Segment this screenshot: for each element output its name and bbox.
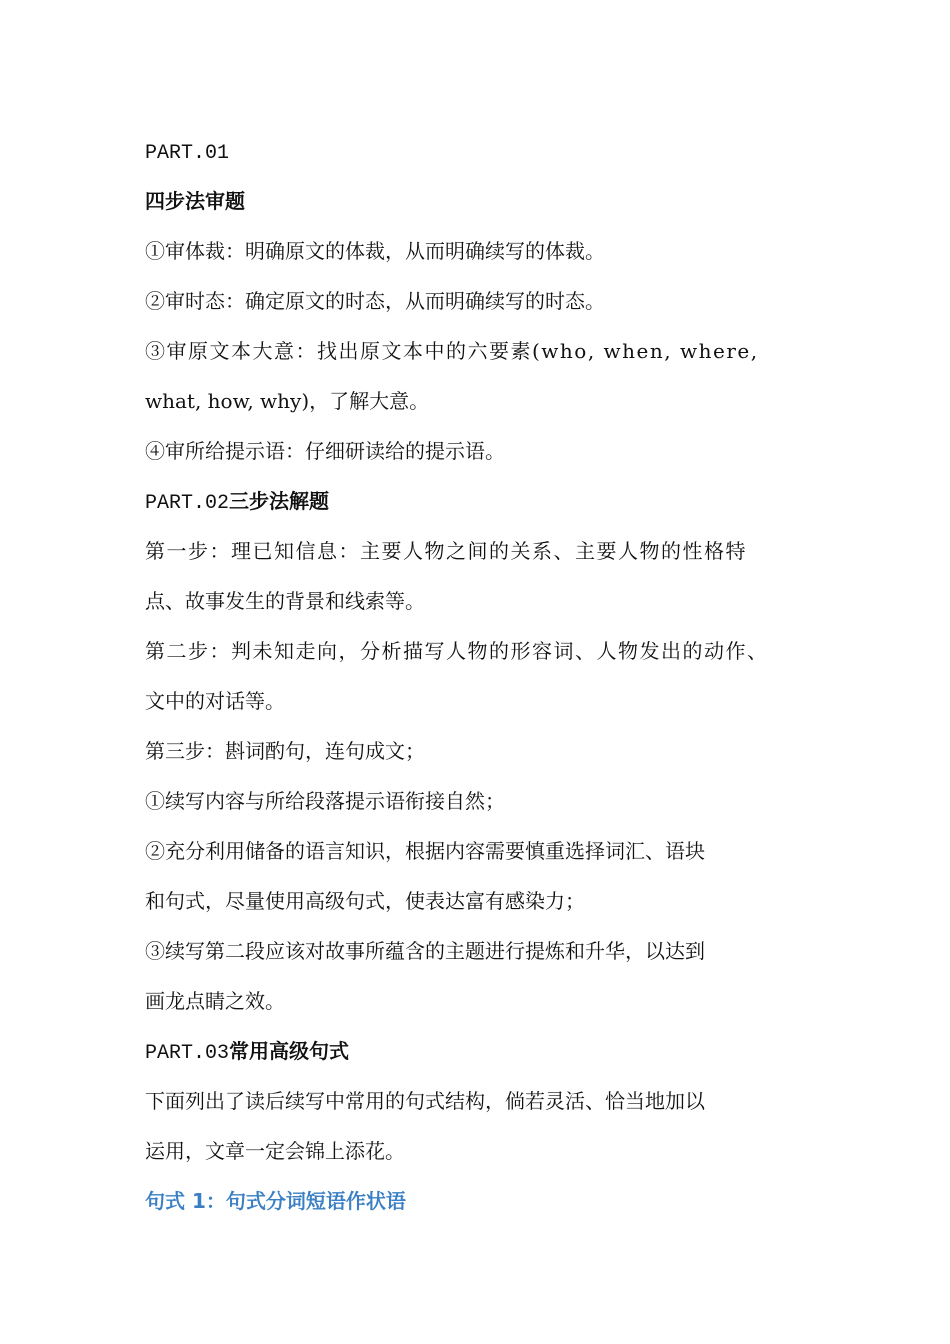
part2-line: [145, 776, 810, 826]
part1-item-text: ④审所给提示语：仔细研读给的提示语。: [145, 439, 505, 463]
part2-line-text: ③续写第二段应该对故事所蕴含的主题进行提炼和升华，以达到: [145, 939, 705, 963]
part2-line: [145, 976, 810, 1026]
part3-line-text: 下面列出了读后续写中常用的句式结构，倘若灵活、恰当地加以: [145, 1089, 705, 1113]
part1-item-text: ②审时态：确定原文的时态，从而明确续写的时态。: [145, 289, 605, 313]
part2-line-text: 和句式，尽量使用高级句式，使表达富有感染力；: [145, 889, 585, 913]
part1-item-text: ③审原文本大意：找出原文本中的六要素(who, when, where,: [145, 339, 759, 363]
part1-item-text: what, how, why)，了解大意。: [145, 389, 430, 413]
part1-item-continued: [145, 376, 810, 426]
part1-item: [145, 426, 810, 476]
part2-line-text: 点、故事发生的背景和线索等。: [145, 589, 425, 613]
part2-line-text: 第三步：斟词酌句，连句成文；: [145, 739, 425, 763]
part2-line-text: ①续写内容与所给段落提示语衔接自然；: [145, 789, 505, 813]
part2-line: [145, 676, 810, 726]
part1-item: [145, 276, 810, 326]
part2-line: [145, 526, 810, 576]
part2-heading: [145, 476, 810, 526]
part2-line-text: 第一步：理已知信息：主要人物之间的关系、主要人物的性格特: [145, 539, 747, 563]
part1-code-text: PART.01: [145, 142, 230, 165]
part1-code: [145, 126, 810, 176]
part1-title-text: 四步法审题: [145, 189, 245, 213]
part3-subheading-text: 句式 1：句式分词短语作状语: [145, 1189, 406, 1213]
part3-heading: [145, 1026, 810, 1076]
part3-code: PART.03: [145, 1042, 230, 1065]
part2-code: PART.02: [145, 492, 230, 515]
part3-line-text: 运用，文章一定会锦上添花。: [145, 1139, 405, 1163]
part3-line: [145, 1076, 810, 1126]
part2-line: [145, 826, 810, 876]
part2-line: [145, 926, 810, 976]
part2-line: [145, 876, 810, 926]
part1-item: [145, 226, 810, 276]
part3-subheading: [145, 1176, 810, 1226]
part2-line: [145, 626, 810, 676]
part2-line: [145, 726, 810, 776]
part3-line: [145, 1126, 810, 1176]
part2-line-text: 画龙点睛之效。: [145, 989, 285, 1013]
part1-item: [145, 326, 810, 376]
part1-item-text: ①审体裁：明确原文的体裁，从而明确续写的体裁。: [145, 239, 605, 263]
part2-line-text: 文中的对话等。: [145, 689, 285, 713]
part2-line: [145, 576, 810, 626]
part2-line-text: ②充分利用储备的语言知识，根据内容需要慎重选择词汇、语块: [145, 839, 705, 863]
part1-title: [145, 176, 810, 226]
part3-title: 常用高级句式: [229, 1039, 350, 1063]
document-body: [145, 126, 810, 1226]
part2-line-text: 第二步：判未知走向，分析描写人物的形容词、人物发出的动作、: [145, 639, 769, 663]
part2-title: 三步法解题: [229, 489, 330, 513]
